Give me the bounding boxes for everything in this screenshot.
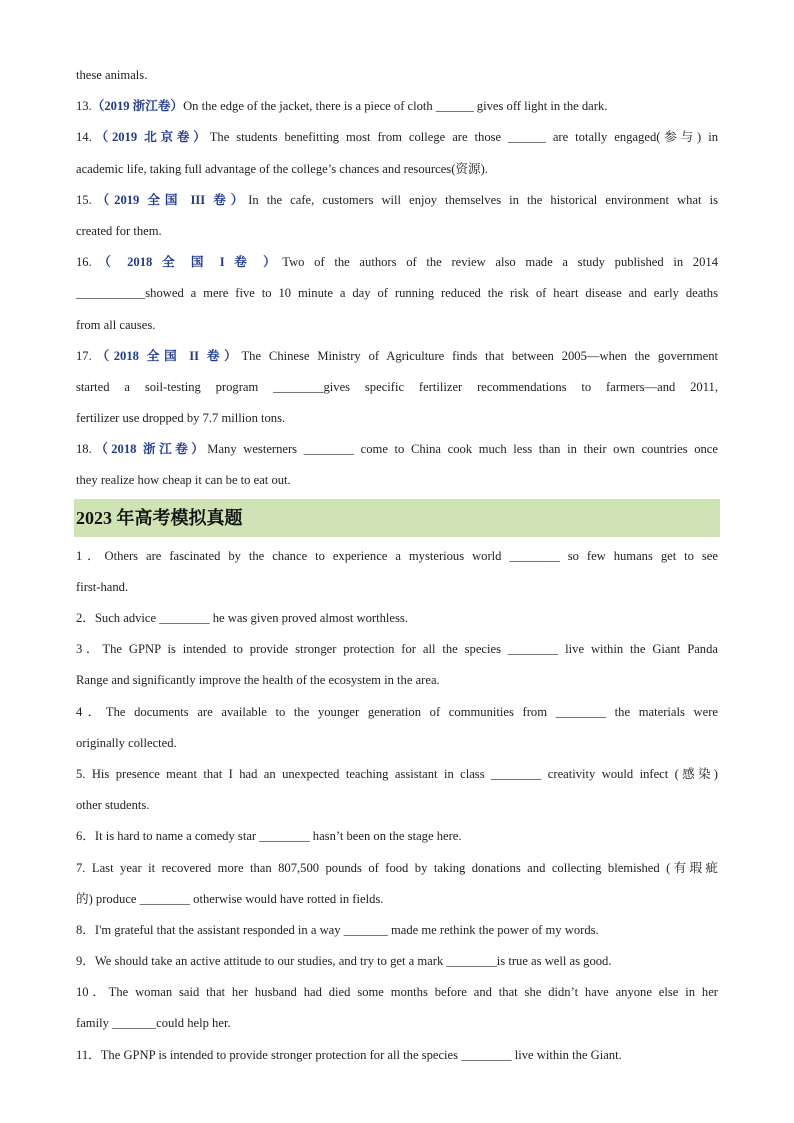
exam-source-tag: （2018 全国 II 卷） xyxy=(91,348,242,363)
question-line xyxy=(76,665,718,696)
question-line xyxy=(76,465,718,496)
question-line xyxy=(76,310,718,341)
question-text: created for them. xyxy=(76,223,162,238)
question-number: 16. xyxy=(76,255,92,270)
question-item xyxy=(76,821,718,852)
question-text: from all causes. xyxy=(76,317,156,332)
question-item xyxy=(76,946,718,977)
question-item xyxy=(76,1040,718,1071)
question-text: On the edge of the jacket, there is a piece of cloth ______ gives off light in the dark. xyxy=(183,99,608,114)
question-line xyxy=(76,853,718,884)
question-line xyxy=(76,403,718,434)
question-line xyxy=(76,697,718,728)
question-text: In the cafe, customers will enjoy themselves in the historical environment what is xyxy=(248,192,718,207)
question-text: The students benefitting most from college are those ______ are totally engaged(参与) in xyxy=(209,130,718,145)
exam-source-tag: （2019 全国 III 卷） xyxy=(91,192,249,207)
question-text: 1．Others are fascinated by the chance to experience a mysterious world ________ so few humans get to see xyxy=(76,548,718,563)
question-text: 9．We should take an active attitude to our studies, and try to get a mark ________is true as well as good. xyxy=(76,954,612,969)
question-number: 13. xyxy=(76,99,92,114)
question-text: these animals. xyxy=(76,68,148,82)
question-item xyxy=(76,434,718,496)
question-item xyxy=(76,60,718,91)
question-text: 7. Last year it recovered more than 807,500 pounds of food by taking donations and collecting blemished (有瑕疵 xyxy=(76,860,718,875)
question-text: Two of the authors of the review also made a study published in 2014 xyxy=(282,255,718,270)
question-item xyxy=(76,247,718,341)
question-text: started a soil-testing program ________gives specific fertilizer recommendations to farmers—and 2011, xyxy=(76,379,718,394)
question-item xyxy=(76,91,718,122)
question-text: The Chinese Ministry of Agriculture finds that between 2005—when the government xyxy=(241,348,718,363)
question-text: Range and significantly improve the health of the ecosystem in the area. xyxy=(76,673,440,688)
question-number: 17. xyxy=(76,348,92,363)
question-item xyxy=(76,185,718,247)
question-line xyxy=(76,60,718,91)
question-line xyxy=(76,341,718,372)
question-line xyxy=(76,122,718,153)
question-text: fertilizer use dropped by 7.7 million tons. xyxy=(76,411,286,426)
question-text: 5. His presence meant that I had an unexpected teaching assistant in class ________ creativity would infect (感染) xyxy=(76,766,718,781)
question-text: 2．Such advice ________ he was given proved almost worthless. xyxy=(76,611,408,625)
exam-source-tag: （2018 浙江卷） xyxy=(91,442,208,457)
exam-source-tag: （2019 浙江卷） xyxy=(91,99,184,114)
question-line xyxy=(76,884,718,915)
question-number: 15. xyxy=(76,192,92,207)
question-item xyxy=(76,603,718,634)
section-heading: 2023 年高考模拟真题 xyxy=(74,499,720,537)
question-item xyxy=(76,759,718,821)
question-line xyxy=(76,759,718,790)
question-line xyxy=(76,216,718,247)
question-list-2023-mock xyxy=(76,541,718,1071)
question-text: they realize how cheap it can be to eat out. xyxy=(76,473,291,488)
question-line xyxy=(76,372,718,403)
question-text: 的) produce ________ otherwise would have rotted in fields. xyxy=(76,891,384,906)
question-line xyxy=(76,434,718,465)
question-line xyxy=(76,278,718,309)
question-line xyxy=(76,821,718,852)
question-line xyxy=(76,634,718,665)
question-text: academic life, taking full advantage of the college’s chances and resources(资源). xyxy=(76,161,488,176)
question-item xyxy=(76,634,718,696)
question-text: 10．The woman said that her husband had died some months before and that she didn’t have anyone else in her xyxy=(76,985,718,1000)
question-list-past-exams xyxy=(76,60,718,497)
question-line xyxy=(76,728,718,759)
question-line xyxy=(76,247,718,278)
question-line xyxy=(76,541,718,572)
question-text: 6．It is hard to name a comedy star ________ hasn’t been on the stage here. xyxy=(76,829,462,844)
question-item xyxy=(76,541,718,603)
question-text: originally collected. xyxy=(76,735,177,750)
question-item xyxy=(76,122,718,184)
question-text: family _______could help her. xyxy=(76,1016,231,1031)
question-number: 18. xyxy=(76,442,92,457)
question-text: first-hand. xyxy=(76,579,129,594)
question-line xyxy=(76,154,718,185)
question-text: 8．I'm grateful that the assistant responded in a way _______ made me rethink the power of my words. xyxy=(76,922,599,937)
question-text: 11．The GPNP is intended to provide stronger protection for all the species ________ live within the Giant. xyxy=(76,1047,622,1062)
question-line xyxy=(76,915,718,946)
question-line xyxy=(76,91,718,122)
question-line xyxy=(76,185,718,216)
question-item xyxy=(76,341,718,435)
question-number: 14. xyxy=(76,130,92,145)
question-text: 4．The documents are available to the younger generation of communities from ________ the materials were xyxy=(76,704,718,719)
question-text: Many westerners ________ come to China cook much less than in their own countries once xyxy=(207,442,718,457)
question-line xyxy=(76,572,718,603)
question-line xyxy=(76,1008,718,1039)
question-line xyxy=(76,977,718,1008)
question-line xyxy=(76,790,718,821)
question-item xyxy=(76,977,718,1039)
question-line xyxy=(76,1040,718,1071)
question-text: 3．The GPNP is intended to provide stronger protection for all the species ________ live within the Giant Panda xyxy=(76,642,718,657)
exam-source-tag: （ 2018 全 国 I 卷 ） xyxy=(91,255,283,270)
document-page xyxy=(76,60,718,1071)
question-line xyxy=(76,603,718,634)
question-line xyxy=(76,946,718,977)
exam-source-tag: （2019 北京卷） xyxy=(91,130,210,145)
question-item xyxy=(76,697,718,759)
question-text: ___________showed a mere five to 10 minute a day of running reduced the risk of heart disease and early deaths xyxy=(76,286,718,301)
question-item xyxy=(76,853,718,915)
question-text: other students. xyxy=(76,798,150,813)
question-item xyxy=(76,915,718,946)
